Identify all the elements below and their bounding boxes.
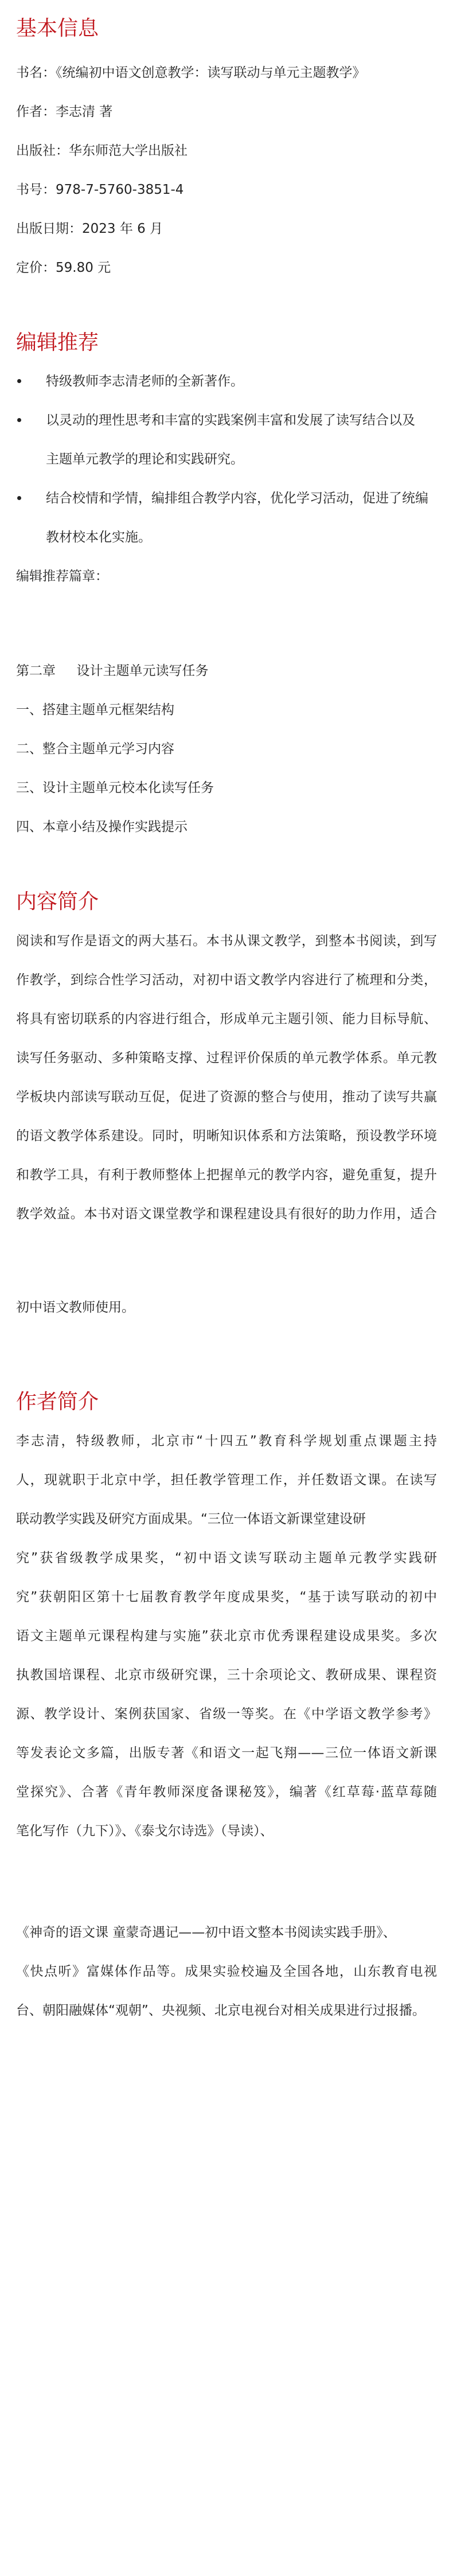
intro-line: 阅读和写作是语文的两大基石。本书从课文教学，到整本书阅读，到写	[16, 934, 437, 949]
content-intro-title: 内容简介	[16, 890, 99, 914]
author-line-2: 台、朝阳融媒体“观朝”、央视频、北京电视台对相关成果进行过报播。	[16, 2003, 425, 2018]
bullet-dot-icon	[17, 379, 21, 383]
author-line: 究”获省级教学成果奖，“初中语文读写联动主题单元教学实践研	[16, 1551, 437, 1566]
editor-recommend-title: 编辑推荐	[16, 331, 99, 354]
recommend-bullet-2-line-2: 主题单元教学的理论和实践研究。	[46, 452, 244, 467]
author-line-2: 《神奇的语文课 童蒙奇遇记——初中语文整本书阅读实践手册》、	[16, 1925, 396, 1940]
intro-line: 学板块内部读写联动互促，促进了资源的整合与使用，推动了读写共赢	[16, 1090, 437, 1104]
book-author: 作者：李志清 著	[16, 104, 113, 119]
bullet-dot-icon	[17, 496, 21, 500]
intro-line: 作教学，到综合性学习活动，对初中语文教学内容进行了梳理和分类，	[16, 973, 437, 988]
chapter-title: 第二章 设计主题单元读写任务	[16, 663, 209, 678]
chapter-item-2: 二、整合主题单元学习内容	[16, 741, 174, 756]
author-line: 执教国培课程、北京市级研究课，三十余项论文、教研成果、课程资	[16, 1668, 437, 1683]
chapter-item-3: 三、设计主题单元校本化读写任务	[16, 780, 214, 795]
author-line: 源、教学设计、案例获国家、省级一等奖。在《中学语文教学参考》	[16, 1707, 437, 1722]
author-line: 李志清，特级教师，北京市“十四五”教育科学规划重点课题主持	[16, 1434, 437, 1449]
recommend-bullet-2-line-1: 以灵动的理性思考和丰富的实践案例丰富和发展了读写结合以及	[46, 413, 415, 428]
book-name: 书名：《统编初中语文创意教学：读写联动与单元主题教学》	[16, 65, 366, 80]
intro-line: 教学效益。本书对语文课堂教学和课程建设具有很好的助力作用，适合	[16, 1207, 437, 1221]
intro-line: 将具有密切联系的内容进行组合，形成单元主题引领、能力目标导航、	[16, 1012, 437, 1027]
author-line: 堂探究》、合著《青年教师深度备课秘笈》，编著《红草莓·蓝草莓随	[16, 1785, 437, 1800]
chapter-item-4: 四、本章小结及操作实践提示	[16, 819, 188, 834]
author-line: 联动教学实践及研究方面成果。“三位一体语文新课堂建设研	[16, 1512, 366, 1527]
excerpt-label: 编辑推荐篇章：	[16, 569, 108, 584]
book-price: 定价：59.80 元	[16, 260, 111, 275]
book-isbn: 书号：978-7-5760-3851-4	[16, 182, 184, 197]
bullet-dot-icon	[17, 418, 21, 422]
recommend-bullet-3-line-2: 教材校本化实施。	[46, 530, 151, 545]
author-line: 人，现就职于北京中学，担任教学管理工作，并任数语文课。在读写	[16, 1473, 437, 1488]
author-line: 笔化写作（九下）》、《泰戈尔诗选》（导读）、	[16, 1824, 274, 1839]
intro-line: 读写任务驱动、多种策略支撑、过程评价保质的单元教学体系。单元教	[16, 1051, 437, 1065]
author-line: 究”获朝阳区第十七届教育教学年度成果奖，“基于读写联动的初中	[16, 1590, 437, 1605]
book-pub-date: 出版日期：2023 年 6 月	[16, 221, 163, 236]
intro-line: 的语文教学体系建设。同时，明晰知识体系和方法策略，预设教学环境	[16, 1129, 437, 1143]
basic-info-title: 基本信息	[16, 17, 99, 40]
author-intro-title: 作者简介	[16, 1390, 99, 1414]
author-line: 语文主题单元课程构建与实施”获北京市优秀课程建设成果奖。多次	[16, 1629, 437, 1644]
chapter-item-1: 一、搭建主题单元框架结构	[16, 702, 174, 717]
recommend-bullet-3-line-1: 结合校情和学情，编排组合教学内容，优化学习活动，促进了统编	[46, 491, 428, 506]
intro-line: 和教学工具，有利于教师整体上把握单元的教学内容，避免重复，提升	[16, 1168, 437, 1182]
author-line-2: 《快点听》富媒体作品等。成果实验校遍及全国各地，山东教育电视	[16, 1964, 437, 1979]
book-publisher: 出版社：华东师范大学出版社	[16, 143, 188, 158]
author-line: 等发表论文多篇，出版专著《和语文一起飞翔——三位一体语文新课	[16, 1746, 437, 1761]
intro-last-line: 初中语文教师使用。	[16, 1300, 135, 1315]
recommend-bullet-1: 特级教师李志清老师的全新著作。	[46, 374, 244, 389]
